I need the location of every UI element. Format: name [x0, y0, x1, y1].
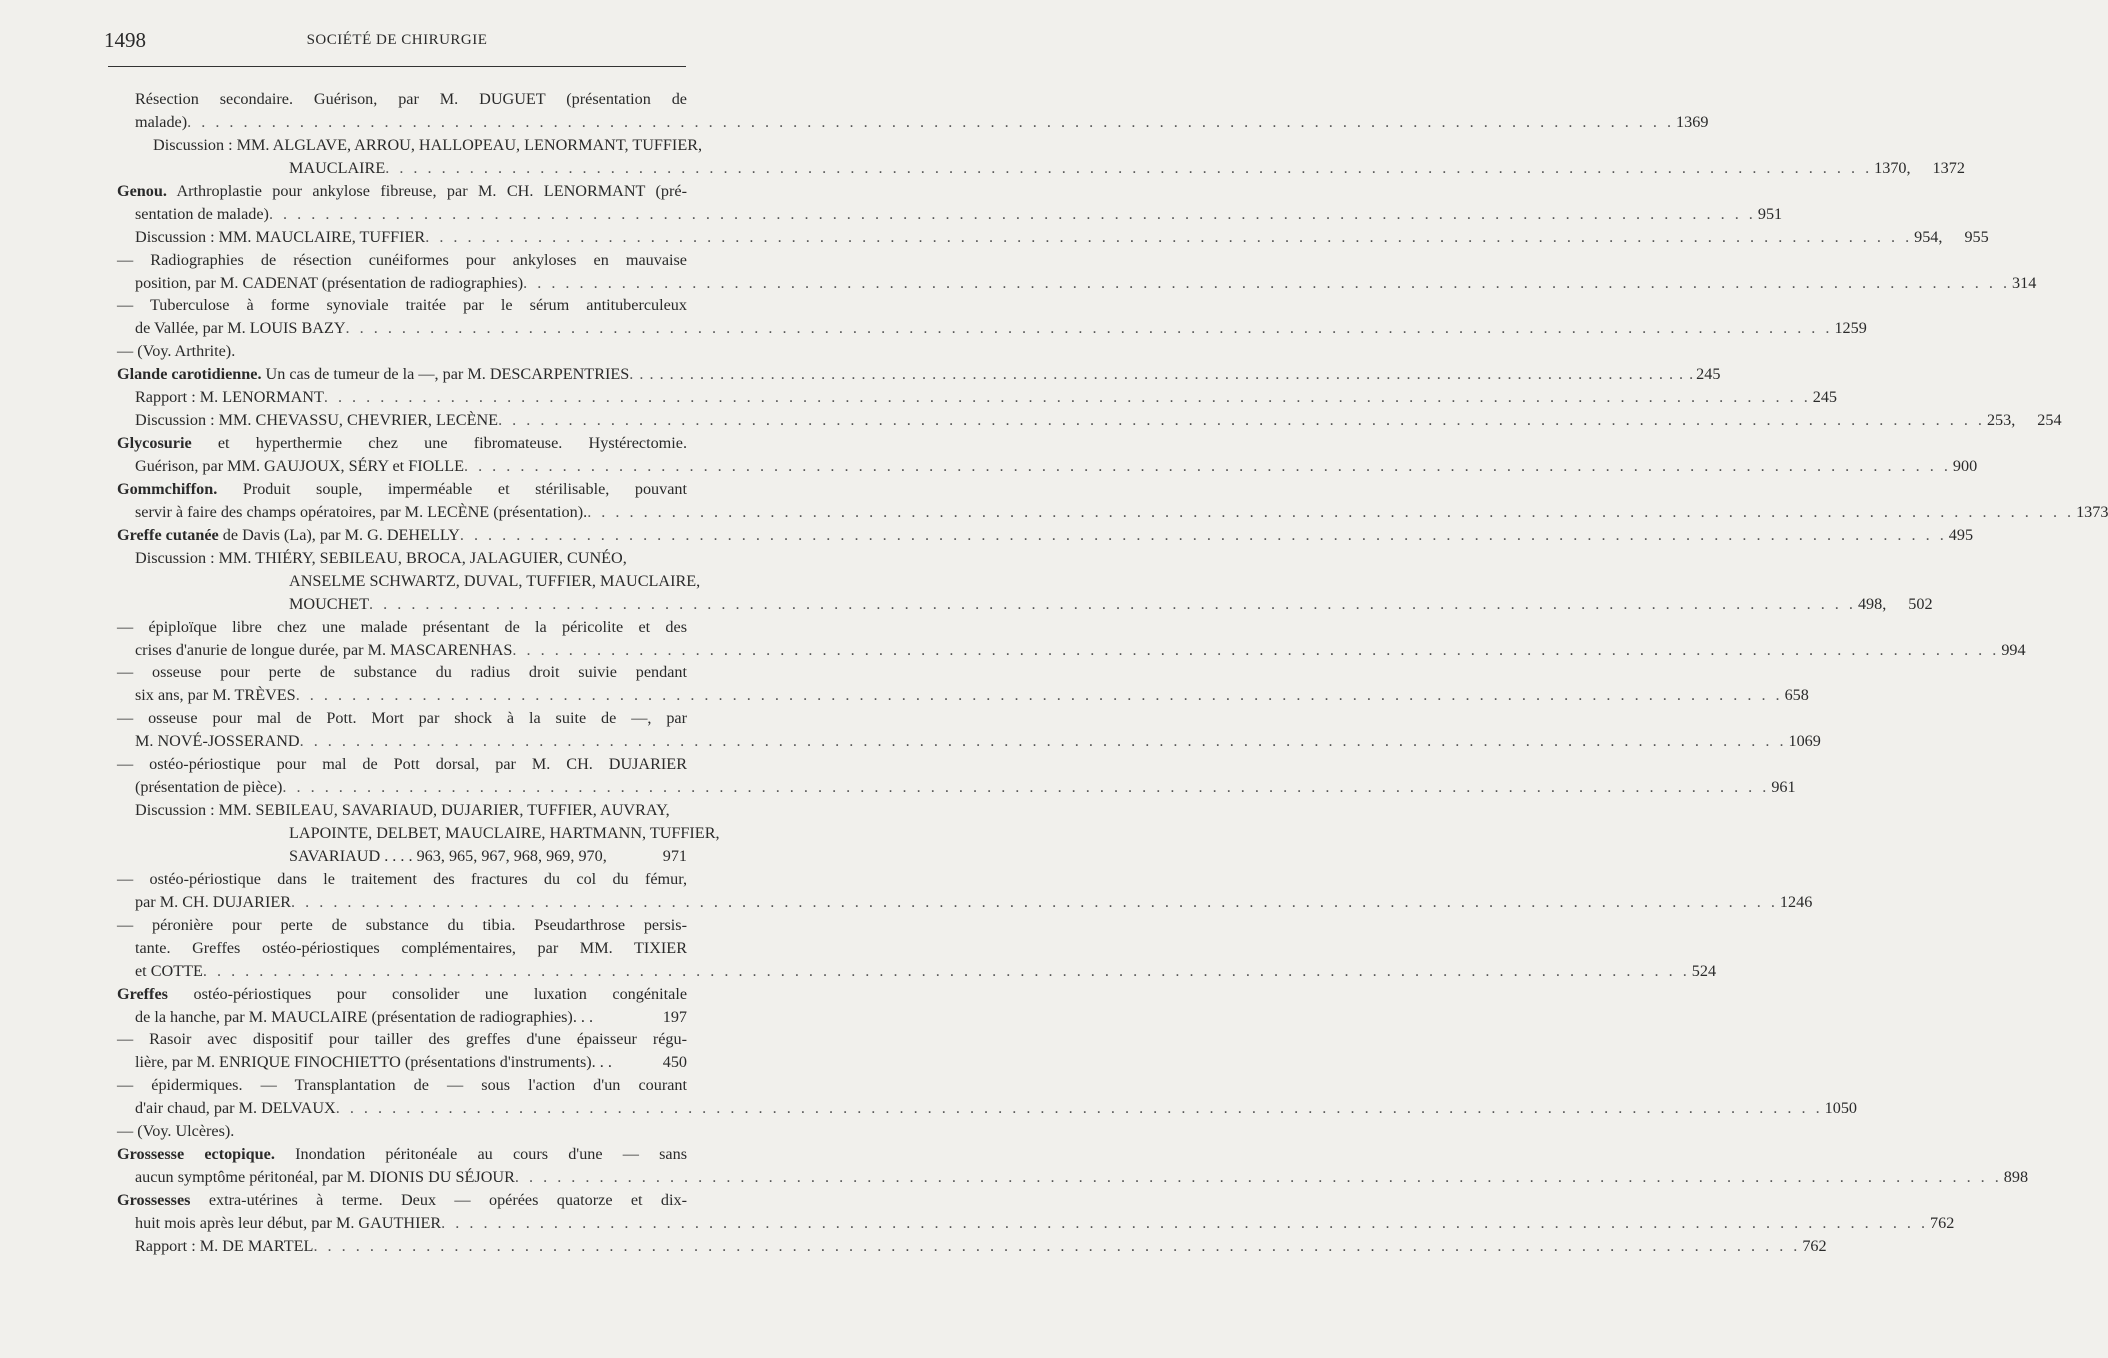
page-ref: 900 — [1952, 457, 1978, 475]
page-ref: 245 — [1812, 388, 1838, 407]
entry-line: Discussion : MM. MAUCLAIRE, TUFFIER . . . 954, 955 — [117, 226, 687, 249]
page-ref: 954, — [1914, 227, 1943, 246]
entry-line: SAVARIAUD . . . . 963, 965, 967, 968, 969, 970, 971 — [117, 845, 687, 868]
entry-line: — ostéo-périostique dans le traitement des fractures du col du fémur, — [117, 869, 687, 888]
page-ref: 253, — [1986, 411, 2016, 430]
entry-line: d'air chaud, par M. DELVAUX . . . 1050 — [117, 1097, 687, 1120]
page-ref: 994 — [2001, 640, 2026, 659]
entry-line: par M. CH. DUJARIER . . . 1246 — [117, 891, 687, 914]
page-ref: 955 — [1964, 227, 1989, 246]
entry-line: crises d'anurie de longue durée, par M. MASCARENHAS . . . 994 — [117, 639, 687, 662]
page-ref: 254 — [2037, 411, 2062, 430]
page-ref: 951 — [1757, 204, 1783, 223]
page-ref: 498, — [1857, 594, 1887, 613]
page-ref: 524 — [1691, 961, 1717, 980]
page-ref: 658 — [1784, 686, 1809, 705]
entry-heading: Glande carotidienne. — [117, 365, 262, 384]
entry-line: — Tuberculose à forme synoviale traitée par le sérum antituberculeux — [117, 296, 687, 315]
page-ref: 502 — [1908, 594, 1933, 613]
page-header — [104, 28, 690, 52]
entry-line: — ostéo-périostique pour mal de Pott dorsal, par M. CH. DUJARIER — [117, 755, 687, 774]
entry-line: Greffe cutanée de Davis (La), par M. G. DEHELLY . . . 495 — [117, 524, 687, 547]
entry-line: LAPOINTE, DELBET, MAUCLAIRE, HARTMANN, TUFFIER, — [289, 824, 720, 842]
page-ref: 197 — [662, 1007, 687, 1026]
entry-line: — Radiographies de résection cunéiformes pour ankyloses en mauvaise — [117, 250, 687, 269]
entry-line: Guérison, par MM. GAUJOUX, SÉRY et FIOLLE . . . 900 — [117, 455, 687, 478]
entry-line: — (Voy. Arthrite). — [117, 342, 236, 361]
entry-line: lière, par M. ENRIQUE FINOCHIETTO (présentations d'instruments). . . 450 — [117, 1051, 687, 1074]
entry-line: servir à faire des champs opératoires, par M. LECÈNE (présentation). . . . 1373 — [117, 501, 687, 524]
page-ref: 245 — [1696, 365, 1721, 384]
page-ref: 1246 — [1779, 892, 1813, 911]
entry-line: Discussion : MM. THIÉRY, SEBILEAU, BROCA, JALAGUIER, CUNÉO, — [135, 548, 627, 567]
page-ref: 1370, — [1874, 158, 1911, 177]
entry-line: de la hanche, par M. MAUCLAIRE (présentation de radiographies). . . 197 — [117, 1006, 687, 1029]
entry-line: ANSELME SCHWARTZ, DUVAL, TUFFIER, MAUCLAIRE, — [289, 571, 701, 590]
entry-line: tante. Greffes ostéo-périostiques complémentaires, par MM. TIXIER — [135, 938, 687, 957]
page-ref: 450 — [662, 1053, 687, 1072]
entry-line: — osseuse pour mal de Pott. Mort par shock à la suite de —, par — [117, 709, 687, 728]
page-ref: 971 — [662, 846, 687, 865]
entry-line: Gommchiffon. Produit souple, imperméable et stérilisable, pouvant — [117, 479, 687, 498]
entry-line: — osseuse pour perte de substance du radius droit suivie pendant — [117, 663, 687, 682]
entry-line: et COTTE . . . 524 — [117, 960, 687, 983]
page-ref: 495 — [1948, 525, 1974, 544]
entry-line: Grossesse ectopique. Inondation péritonéale au cours d'une — sans — [117, 1145, 688, 1164]
entry-line: MAUCLAIRE . . . 1370, 1372 — [117, 157, 687, 180]
page-ref: 762 — [1802, 1236, 1827, 1255]
entry-line: — épiploïque libre chez une malade présentant de la péricolite et des — [117, 617, 687, 636]
page-ref: 898 — [2003, 1168, 2029, 1187]
entry-line: MOUCHET . . . 498, 502 — [117, 593, 687, 616]
entry-line: Discussion : MM. CHEVASSU, CHEVRIER, LECÈNE . . . 253, 254 — [117, 409, 687, 432]
index-entries — [117, 88, 2108, 1258]
header-rule — [108, 66, 686, 67]
entry-heading: Greffe cutanée — [117, 525, 219, 544]
page-number: 1498 — [104, 28, 146, 52]
entry-line: Discussion : MM. ALGLAVE, ARROU, HALLOPEAU, LENORMANT, TUFFIER, — [153, 135, 703, 154]
entry-heading: Grossesse ectopique. — [117, 1145, 275, 1164]
entry-line: Grossesses extra-utérines à terme. Deux — opérées quatorze et dix- — [117, 1191, 687, 1209]
entry-line: Glande carotidienne. Un cas de tumeur de la —, par M. DESCARPENTRIES . . . 245 — [117, 363, 687, 386]
page-ref: 1373 — [2076, 502, 2108, 521]
entry-heading: Grossesses — [117, 1191, 191, 1209]
entry-heading: Greffes — [117, 984, 168, 1003]
page-ref: 1372 — [1932, 158, 1965, 177]
entry-line: Discussion : MM. SEBILEAU, SAVARIAUD, DUJARIER, TUFFIER, AUVRAY, — [135, 801, 670, 820]
entry-line: — épidermiques. — Transplantation de — sous l'action d'un courant — [117, 1076, 687, 1095]
entry-line: de Vallée, par M. LOUIS BAZY . . . 1259 — [117, 317, 687, 340]
entry-line: — péronière pour perte de substance du tibia. Pseudarthrose persis- — [117, 915, 687, 934]
entry-line: Rapport : M. LENORMANT . . . 245 — [117, 386, 687, 409]
entry-line: aucun symptôme péritonéal, par M. DIONIS DU SÉJOUR . . . 898 — [117, 1166, 687, 1189]
entry-line: — Rasoir avec dispositif pour tailler des greffes d'une épaisseur régu- — [117, 1030, 687, 1049]
page-ref: 762 — [1930, 1213, 1955, 1232]
entry-heading: Gommchiffon. — [117, 479, 218, 498]
page-ref: 314 — [2012, 273, 2037, 292]
entry-line: Greffes ostéo-périostiques pour consolider une luxation congénitale — [117, 984, 688, 1003]
page-ref: 1050 — [1824, 1099, 1857, 1118]
page-ref: 961 — [1771, 778, 1796, 797]
page-ref: 1369 — [1676, 112, 1709, 131]
entry-heading: Glycosurie — [117, 434, 192, 453]
entry-line: (présentation de pièce) . . . 961 — [117, 776, 687, 799]
page-ref: 1259 — [1834, 319, 1867, 338]
entry-line: Glycosurie et hyperthermie chez une fibromateuse. Hystérectomie. — [117, 434, 687, 453]
entry-line: M. NOVÉ-JOSSERAND . . . 1069 — [117, 730, 687, 753]
entry-line: huit mois après leur début, par M. GAUTHIER . . . 762 — [117, 1212, 687, 1235]
entry-line: Rapport : M. DE MARTEL . . . 762 — [117, 1235, 687, 1258]
page-ref: 1069 — [1788, 732, 1821, 751]
entry-heading: Genou. — [117, 181, 167, 200]
entry-line: six ans, par M. TRÈVES . . . 658 — [117, 684, 687, 707]
entry-line: Résection secondaire. Guérison, par M. DUGUET (présentation de — [135, 90, 687, 108]
entry-line: — (Voy. Ulcères). — [117, 1122, 235, 1141]
entry-line: sentation de malade) . . . 951 — [117, 203, 687, 226]
entry-line: position, par M. CADENAT (présentation de radiographies) . . . 314 — [117, 272, 687, 295]
running-title: SOCIÉTÉ DE CHIRURGIE — [306, 32, 488, 48]
entry-line: malade) . . . 1369 — [117, 111, 687, 134]
entry-line: Genou. Arthroplastie pour ankylose fibreuse, par M. CH. LENORMANT (pré- — [117, 181, 687, 200]
